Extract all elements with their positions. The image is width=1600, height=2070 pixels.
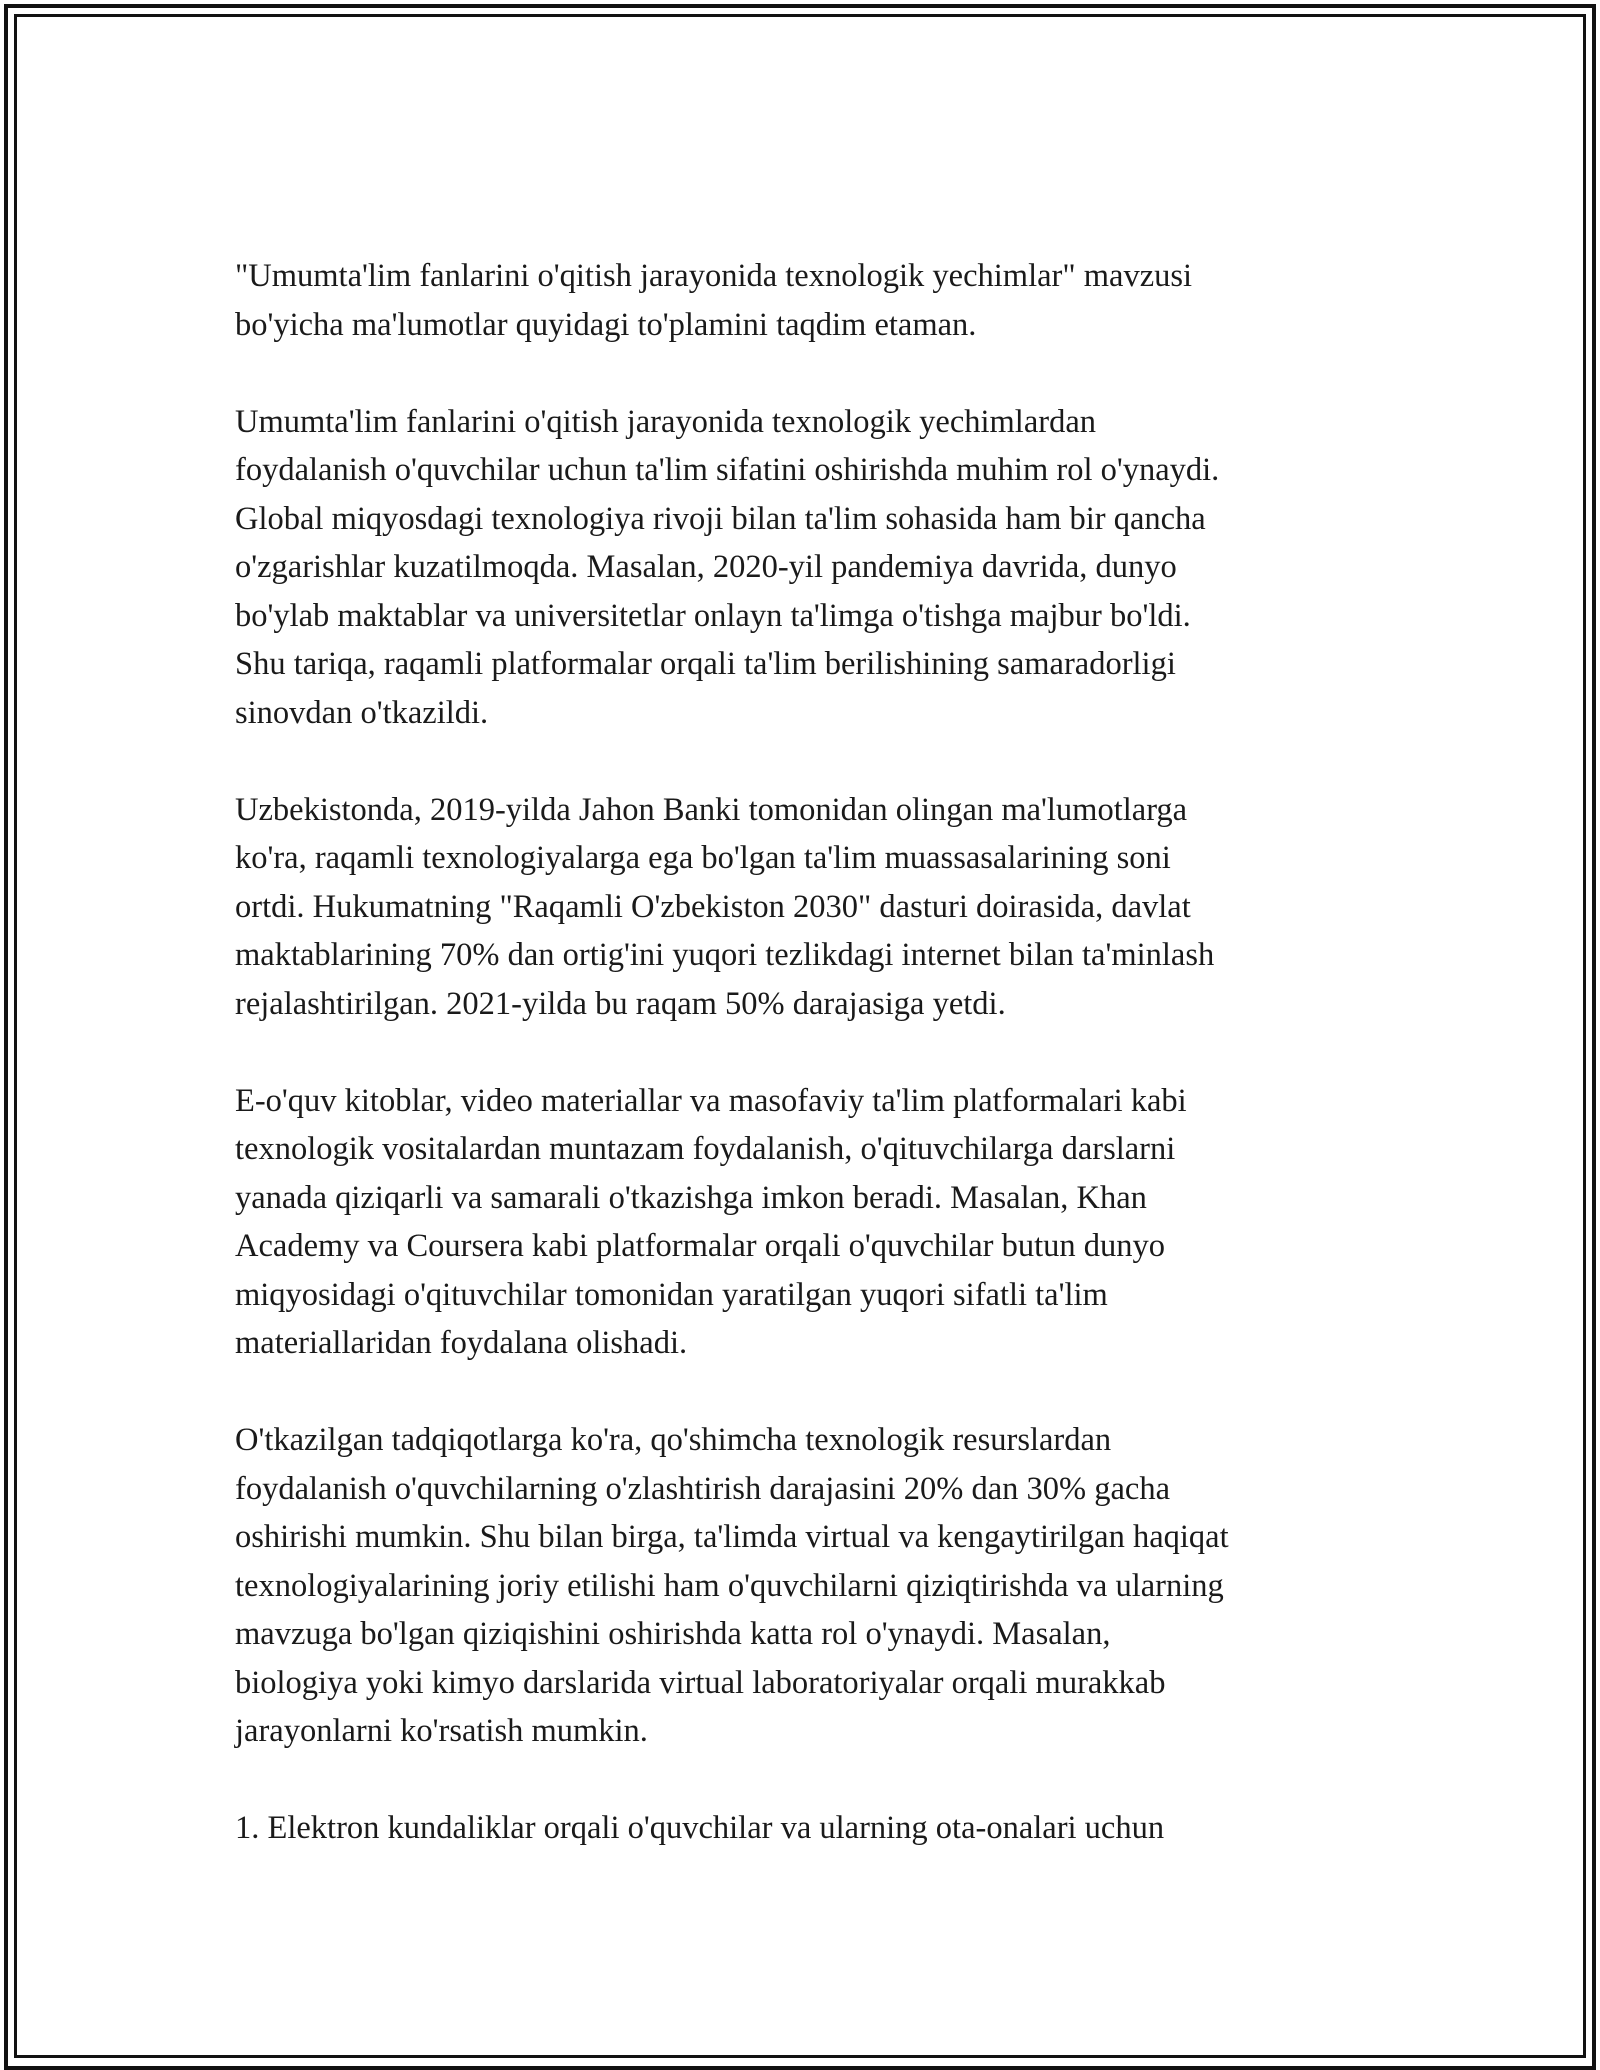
- text-line: "Umumta'lim fanlarini o'qitish jarayonida texnologik yechimlar" mavzusi: [235, 258, 1193, 294]
- text-line: Shu tariqa, raqamli platformalar orqali ta'lim berilishining samaradorligi: [235, 646, 1176, 682]
- text-line: sinovdan o'tkazildi.: [235, 694, 489, 731]
- text-line: jarayonlarni ko'rsatish mumkin.: [235, 1713, 648, 1749]
- text-line: texnologiyalarining joriy etilishi ham o'quvchilarni qiziqtirishda va ularning: [235, 1567, 1224, 1604]
- text-line: rejalashtirilgan. 2021-yilda bu raqam 50% darajasiga yetdi.: [235, 985, 1006, 1022]
- text-line: foydalanish o'quvchilar uchun ta'lim sifatini oshirishda muhim rol o'ynaydi.: [235, 452, 1220, 488]
- paragraph-research-findings: [235, 1416, 1385, 1756]
- text-line: O'tkazilgan tadqiqotlarga ko'ra, qo'shimcha texnologik resurslardan: [235, 1422, 1112, 1458]
- text-line: Academy va Coursera kabi platformalar orqali o'quvchilar butun dunyo: [235, 1228, 1166, 1264]
- text-line: Global miqyosdagi texnologiya rivoji bilan ta'lim sohasida ham bir qancha: [235, 500, 1206, 537]
- list-item-1: [235, 1804, 1385, 1853]
- paragraph-e-learning-tools: [235, 1077, 1385, 1368]
- text-line: ko'ra, raqamli texnologiyalarga ega bo'lgan ta'lim muassasalarining soni: [235, 840, 1171, 876]
- text-line: biologiya yoki kimyo darslarida virtual laboratoriyalar orqali murakkab: [235, 1664, 1166, 1701]
- text-line: oshirishi mumkin. Shu bilan birga, ta'limda virtual va kengaytirilgan haqiqat: [235, 1519, 1229, 1555]
- text-line: miqyosidagi o'qituvchilar tomonidan yaratilgan yuqori sifatli ta'lim: [235, 1276, 1108, 1313]
- text-line: E-o'quv kitoblar, video materiallar va masofaviy ta'lim platformalari kabi: [235, 1082, 1187, 1119]
- text-line: 1. Elektron kundaliklar orqali o'quvchilar va ularning ota-onalari uchun: [235, 1810, 1165, 1846]
- text-line: o'zgarishlar kuzatilmoqda. Masalan, 2020-yil pandemiya davrida, dunyo: [235, 549, 1177, 585]
- text-line: Umumta'lim fanlarini o'qitish jarayonida texnologik yechimlardan: [235, 403, 1097, 440]
- paragraph-technology-overview: [235, 398, 1385, 738]
- text-line: maktablarining 70% dan ortig'ini yuqori tezlikdagi internet bilan ta'minlash: [235, 937, 1215, 973]
- text-line: bo'yicha ma'lumotlar quyidagi to'plamini taqdim etaman.: [235, 306, 977, 343]
- paragraph-uzbekistan-statistics: [235, 786, 1385, 1029]
- text-line: yanada qiziqarli va samarali o'tkazishga imkon beradi. Masalan, Khan: [235, 1179, 1147, 1216]
- text-line: mavzuga bo'lgan qiziqishini oshirishda katta rol o'ynaydi. Masalan,: [235, 1616, 1111, 1652]
- text-line: ortdi. Hukumatning "Raqamli O'zbekiston 2030" dasturi doirasida, davlat: [235, 888, 1191, 925]
- text-line: materiallaridan foydalana olishadi.: [235, 1325, 688, 1361]
- text-line: foydalanish o'quvchilarning o'zlashtirish darajasini 20% dan 30% gacha: [235, 1470, 1170, 1507]
- text-line: bo'ylab maktablar va universitetlar onlayn ta'limga o'tishga majbur bo'ldi.: [235, 597, 1191, 634]
- text-line: Uzbekistonda, 2019-yilda Jahon Banki tomonidan olingan ma'lumotlarga: [235, 791, 1188, 828]
- paragraph-intro: [235, 252, 1385, 349]
- document-body: [235, 252, 1385, 1901]
- text-line: texnologik vositalardan muntazam foydalanish, o'qituvchilarga darslarni: [235, 1131, 1176, 1167]
